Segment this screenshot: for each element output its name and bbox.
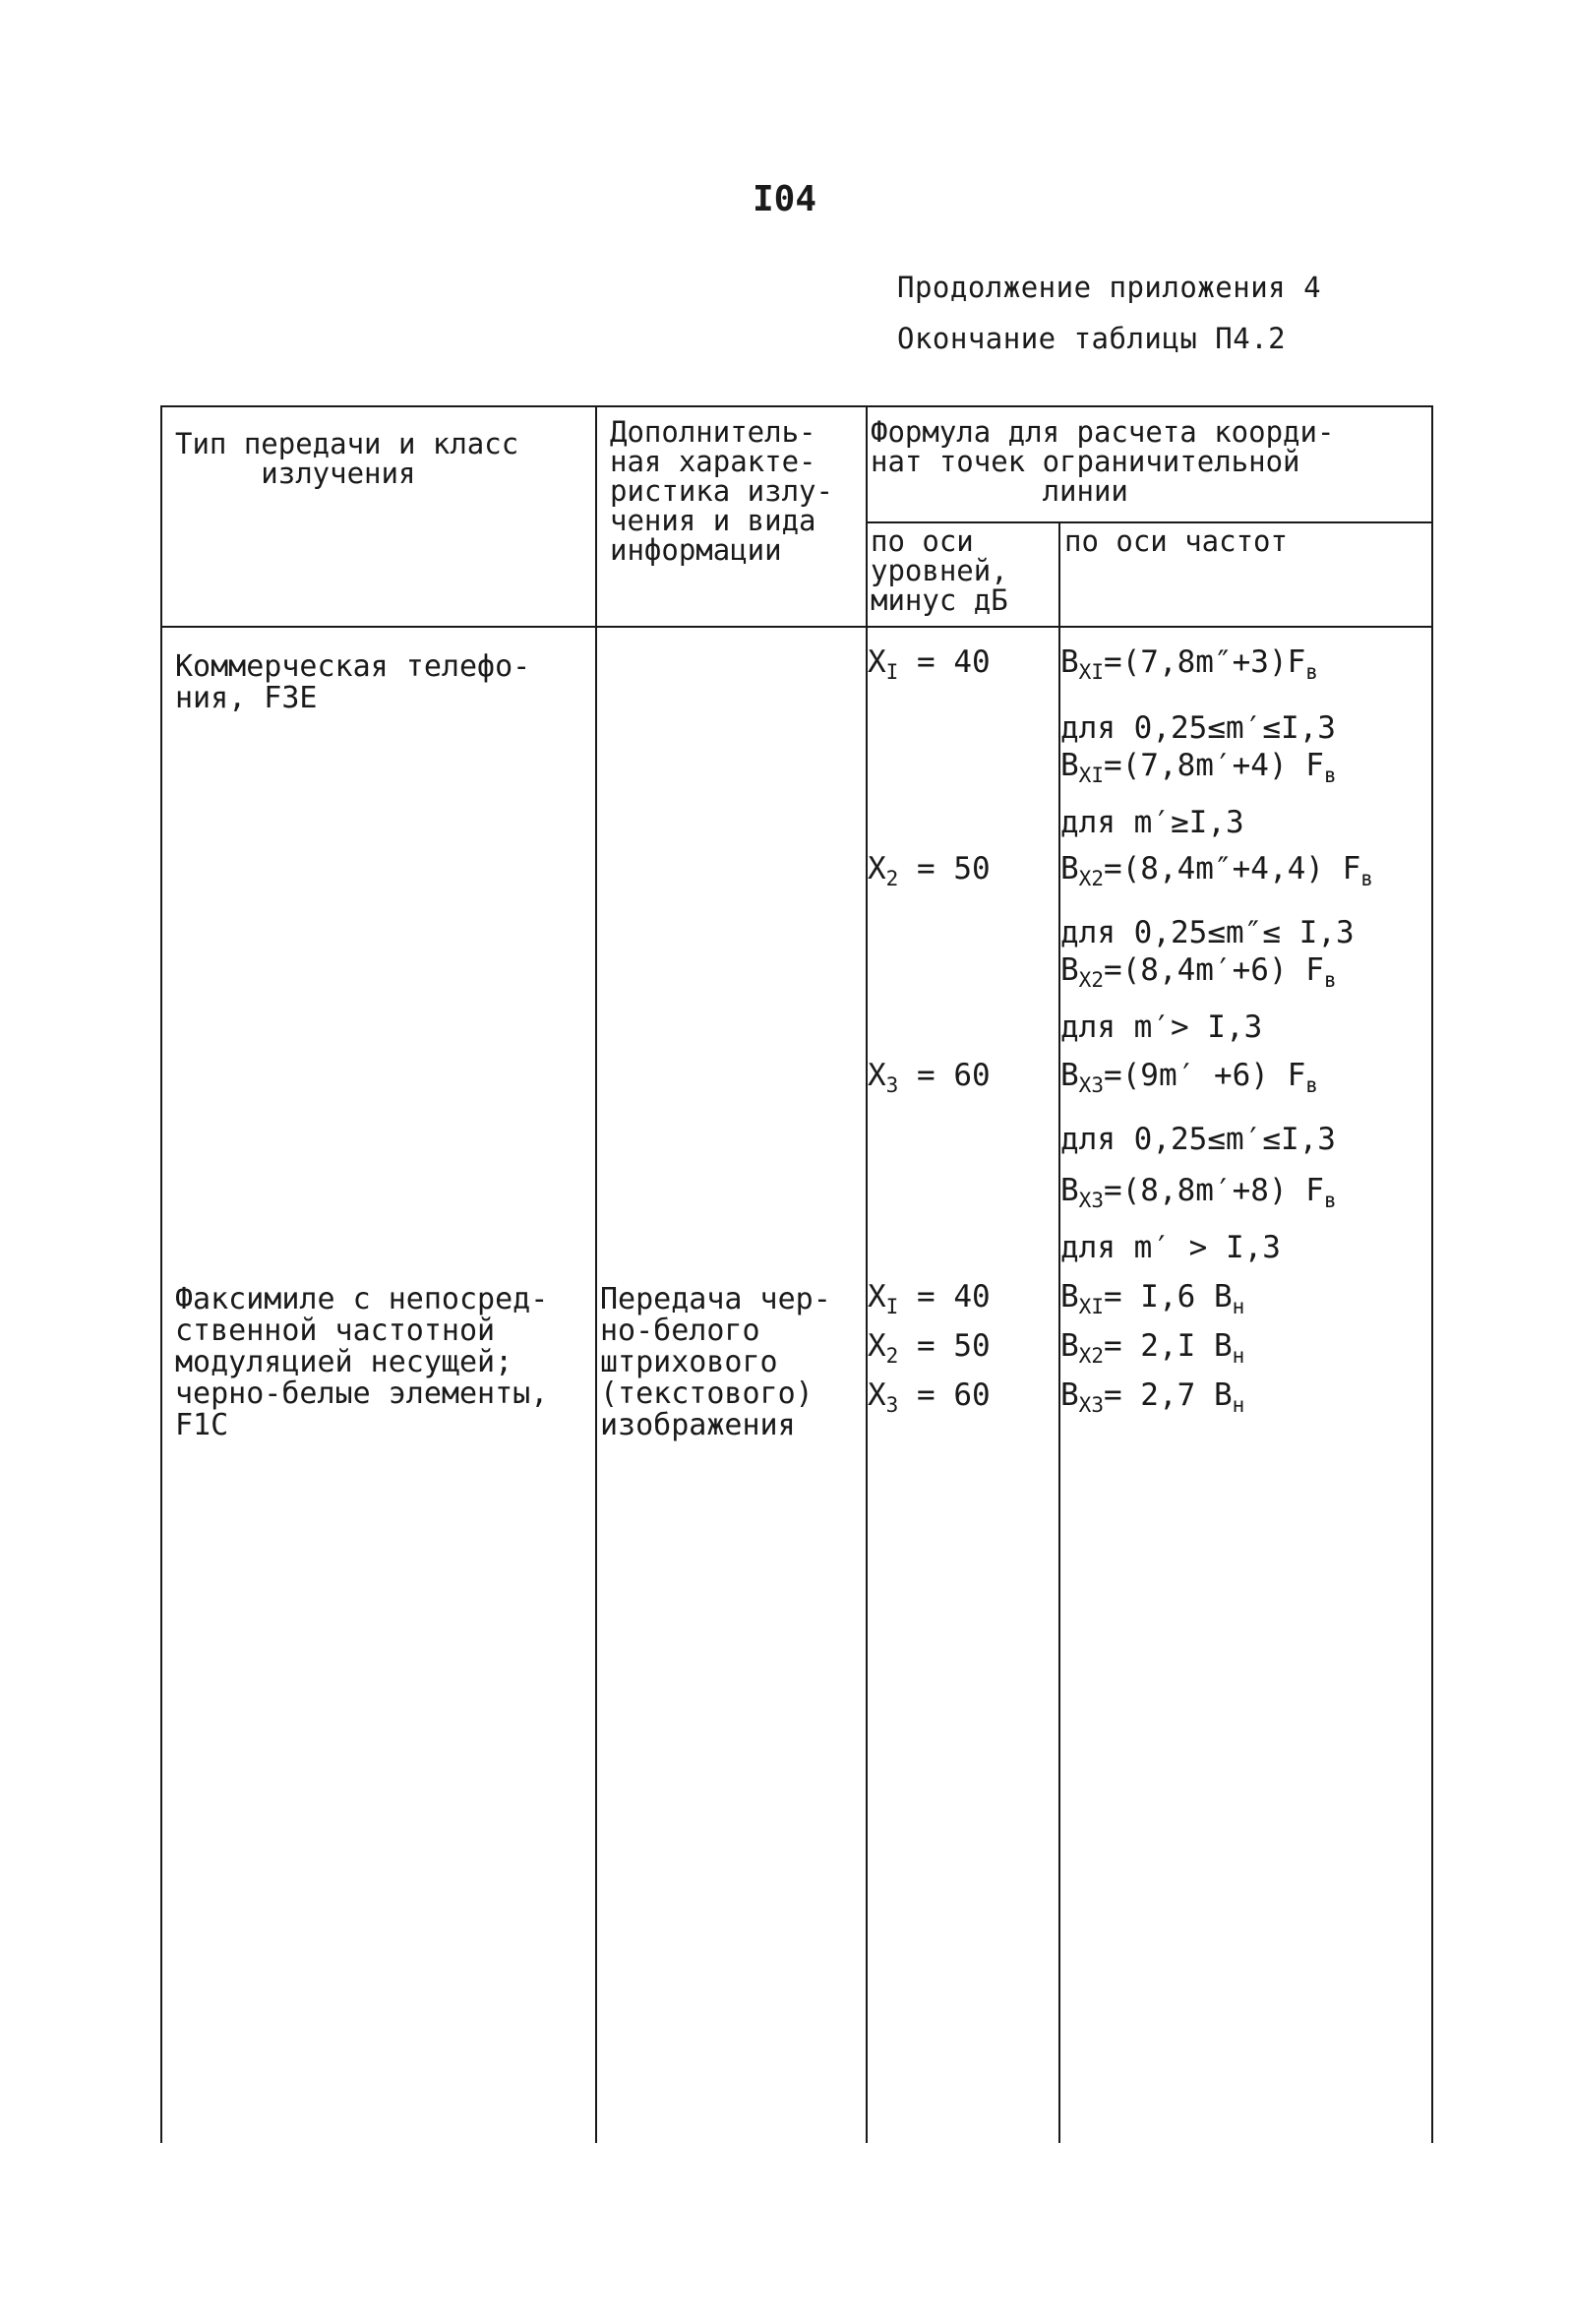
row1-level-2: $X_2 = 50$	[868, 851, 991, 890]
row1-formula-3: $B_{X2}=(8,4m''+4,4)$ $F_в$	[1060, 851, 1373, 890]
row1-formula-4: $B_{X2}=(8,4m'+6)$ $F_в$	[1060, 952, 1337, 992]
header-level-axis: по оси уровней, минус дБ	[871, 524, 1008, 617]
row2-formula-2: $B_{X2}= 2,I$ $B_н$	[1060, 1328, 1245, 1368]
col-line-5	[1431, 405, 1433, 2143]
row2-formula-1: $B_{XI}= I,6$ $B_н$	[1060, 1279, 1245, 1318]
row2-formula-3: $B_{X3}= 2,7$ $B_н$	[1060, 1377, 1245, 1417]
page-number: I04	[752, 179, 817, 219]
row2-level-3: $X_3 = 60$	[868, 1377, 991, 1417]
row1-formula-6: $B_{X3}=(8,8m'+8)$ $F_в$	[1060, 1173, 1337, 1212]
row1-condition-3: для 0,25≤m″≤ I,3	[1060, 915, 1355, 950]
row1-level-3: $X_3 = 60$	[868, 1058, 991, 1097]
col-line-2	[595, 405, 597, 2143]
row1-condition-5: для 0,25≤m′≤I,3	[1060, 1122, 1336, 1157]
row2-level-2: $X_2 = 50$	[868, 1328, 991, 1368]
row1-condition-1: для 0,25≤m′≤I,3	[1060, 710, 1336, 746]
row1-condition-2: для m′≥I,3	[1060, 805, 1244, 840]
header-frequency-axis: по оси частот	[1064, 524, 1288, 558]
table-top-border	[160, 405, 1431, 407]
row1-formula-5: $B_{X3}=(9m' +6)$ $F_в$	[1060, 1058, 1318, 1097]
row2-characteristic: Передача чер- но-белого штрихового (текстового) изображения	[600, 1282, 831, 1442]
header-bottom-border	[160, 626, 1431, 628]
col-line-1	[160, 405, 162, 2143]
row1-transmission-type: Коммерческая телефо- ния, F3E	[175, 649, 531, 715]
appendix-continuation: Продолжение приложения 4	[897, 271, 1322, 304]
row2-level-1: $X_I = 40$	[868, 1279, 991, 1318]
header-formula: Формула для расчета коорди- нат точек ограничительной линии	[871, 415, 1335, 508]
row1-condition-6: для m′ > I,3	[1060, 1230, 1281, 1265]
row1-level-1: $X_I = 40$	[868, 644, 991, 684]
row1-condition-4: для m′> I,3	[1060, 1009, 1263, 1045]
table-ending-caption: Окончание таблицы П4.2	[897, 322, 1287, 355]
header-transmission-type: Тип передачи и класс излучения	[175, 427, 519, 490]
header-additional-characteristic: Дополнитель- ная характе- ристика излу- чения и вида информации	[610, 415, 833, 567]
subheader-divider	[866, 521, 1431, 523]
row1-formula-1: $B_{XI}=(7,8m''+3)F_в$	[1060, 644, 1318, 684]
row1-formula-2: $B_{XI}=(7,8m'+4)$ $F_в$	[1060, 748, 1337, 787]
row2-transmission-type: Факсимиле с непосред- ственной частотной модуляцией несущей; черно-белые элементы, F1C	[175, 1282, 549, 1442]
